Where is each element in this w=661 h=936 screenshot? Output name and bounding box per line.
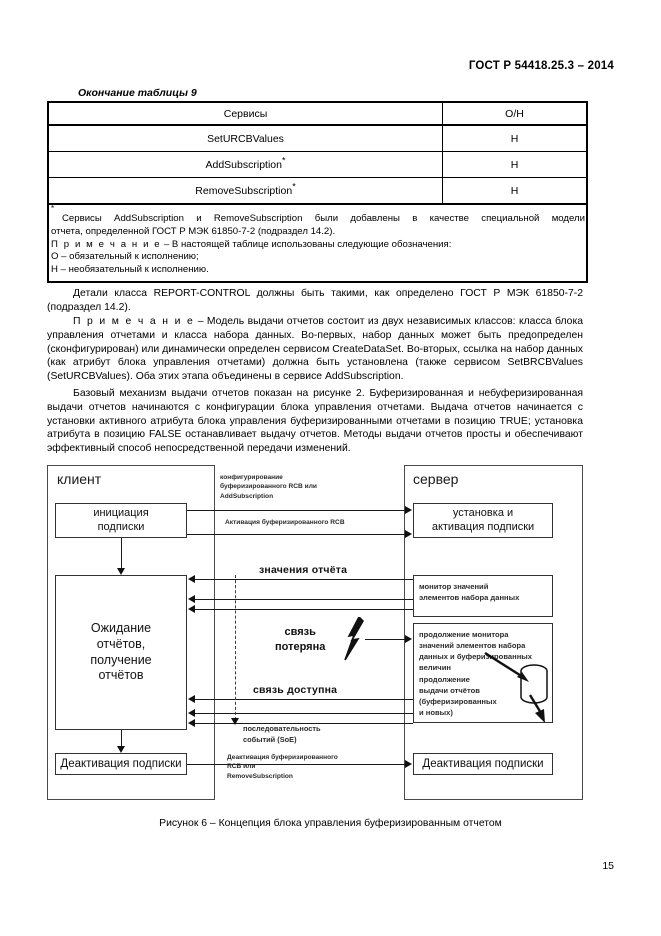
- zone-server-label: сервер: [413, 471, 459, 487]
- cell-service-name: SetURCBValues: [48, 125, 443, 152]
- cell-service-value: Н: [443, 152, 588, 178]
- footnote-legend-n: Н – необязательный к исполнению.: [51, 264, 209, 275]
- lightning-bolt-icon: [343, 617, 369, 661]
- edge-line-report-values-3: [195, 609, 413, 610]
- footnote-asterisk: *: [51, 204, 55, 213]
- paragraph-note: П р и м е ч а н и е – Модель выдачи отчетов состоит из двух независимых классов: класса блока управления отчетами и класса набора данных. Во-первых, набор данных может быть предопределен (сконфигурирован) или динамически определен сервисом CreateDataSet. Во-вторых, ссылка на набор данных (как атрибут блока управления отчетами) должна быть установлена (также сервисом SetBRCBValues (SetURCBValues). Оба этих этапа объединены в сервисе AddSubscription.: [47, 316, 583, 383]
- edge-arrow-report-values-1: [188, 575, 195, 583]
- edge-arrow-continue-reports-3: [188, 719, 195, 727]
- footnote-line-1: Сервисы AddSubscription и RemoveSubscription были добавлены в качестве специальной модели: [62, 213, 585, 224]
- soe-timeline-arrow: [231, 718, 239, 725]
- footnote-note-line: П р и м е ч а н и е – В настоящей таблице использованы следующие обозначения:: [51, 238, 452, 250]
- table-header-services: Сервисы: [48, 102, 443, 125]
- edge-arrow-init-to-wait: [117, 568, 125, 575]
- figure-caption: Рисунок 6 – Концепция блока управления буферизированным отчетом: [159, 818, 502, 829]
- figure-buffered-report-control: [47, 465, 583, 810]
- table-row: [48, 152, 587, 178]
- cell-service-name: AddSubscription*: [48, 152, 443, 178]
- edge-label-deactivate-rcb: Деактивация буферизированного RCB или RemoveSubscription: [227, 754, 338, 780]
- edge-line-configure: [187, 510, 406, 511]
- table-caption: Окончание таблицы 9: [78, 87, 197, 99]
- zone-client-label: клиент: [57, 471, 102, 487]
- node-deactivate-subscription-server: Деактивация подписки: [413, 753, 553, 775]
- standard-header: ГОСТ Р 54418.25.3 – 2014: [468, 60, 614, 72]
- table-header-row: [48, 102, 587, 125]
- edge-line-report-values-1: [195, 579, 413, 580]
- node-setup-activate-subscription: установка и активация подписки: [413, 503, 553, 538]
- table-footnote-cell: [48, 204, 587, 282]
- edge-arrow-activate: [405, 530, 412, 538]
- edge-line-link-lost: [365, 639, 406, 640]
- edge-line-activate: [187, 534, 406, 535]
- edge-label-link-available: связь доступна: [253, 684, 338, 696]
- edge-arrow-configure: [405, 506, 412, 514]
- edge-arrow-continue-reports-2: [188, 709, 195, 717]
- edge-line-continue-reports-2: [195, 713, 413, 714]
- table-footnote-row: [48, 204, 587, 282]
- arrow-out-of-buffer-icon: [527, 693, 553, 727]
- paragraph-base-mechanism: Базовый механизм выдачи отчетов показан на рисунке 2. Буферизированная и небуферизированная выдачи отчетов начинаются с конфигурации блока управления отчетами. Выдача отчетов начинается с установки активного атрибута блока управления буферизированными отчетами в позицию TRUE; установка атрибута в позицию FALSE останавливает выдачу отчетов. Методы выдачи отчетов просты и обеспечивают эффективный способ непосредственной передачи изменений.: [47, 388, 583, 455]
- paragraph-report-control: Детали класса REPORT-CONTROL должны быть такими, как определено ГОСТ Р МЭК 61850-7-2 (подраздел 14.2).: [47, 288, 583, 313]
- node-deactivate-subscription-client: Деактивация подписки: [55, 753, 187, 775]
- footnote-marker: *: [281, 155, 286, 165]
- edge-line-report-values-2: [195, 599, 413, 600]
- edge-arrow-report-values-3: [188, 605, 195, 613]
- cell-service-value: Н: [443, 125, 588, 152]
- edge-arrow-continue-reports-1: [188, 695, 195, 703]
- footnote-legend-o: О – обязательный к исполнению;: [51, 251, 199, 263]
- node-monitor-values: монитор значений элементов набора данных: [413, 575, 553, 617]
- edge-label-soe: последовательность событий (SoE): [243, 724, 321, 744]
- edge-label-report-values: значения отчёта: [259, 564, 348, 576]
- edge-label-link-lost: связь потеряна: [275, 626, 326, 653]
- services-table: [47, 101, 588, 283]
- edge-arrow-deactivate: [405, 760, 412, 768]
- cell-service-value: Н: [443, 178, 588, 205]
- edge-arrow-report-values-2: [188, 595, 195, 603]
- table-header-on: О/Н: [443, 102, 588, 125]
- footnote-marker: *: [292, 181, 296, 191]
- edge-line-continue-reports-1: [195, 699, 413, 700]
- node-wait-reports: Ожидание отчётов, получение отчётов: [55, 575, 187, 730]
- edge-line-init-to-wait: [121, 538, 122, 569]
- cell-service-name: RemoveSubscription*: [48, 178, 443, 205]
- node-continue-monitor-and-reports: продолжение монитора значений элементов набора данных и буферизированных величин продолжение выдачи отчётов (буферизированных и новых): [413, 623, 553, 723]
- page-number: 15: [602, 860, 614, 872]
- arrow-into-buffer-icon: [483, 651, 531, 685]
- edge-arrow-wait-to-deactivate: [117, 746, 125, 753]
- edge-arrow-link-lost: [405, 635, 412, 643]
- footnote-line-2: отчета, определенной ГОСТ Р МЭК 61850-7-2 (подраздел 14.2).: [51, 225, 336, 237]
- edge-label-activate-rcb: Активация буферизированного RCB: [225, 519, 345, 526]
- edge-label-configure-rcb: конфигурирование буферизированного RCB или AddSubscription: [220, 474, 317, 500]
- table-row: [48, 125, 587, 152]
- node-init-subscription: инициация подписки: [55, 503, 187, 538]
- soe-timeline-dashed: [235, 575, 236, 720]
- table-row: [48, 178, 587, 205]
